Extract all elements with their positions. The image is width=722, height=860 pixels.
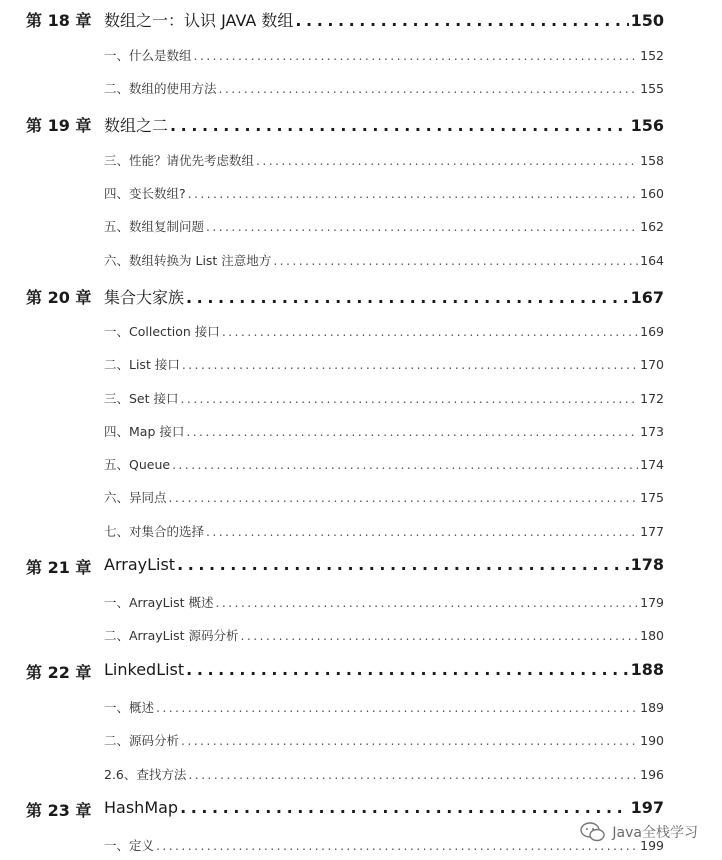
- dot-leader: [222, 324, 638, 339]
- page-number: 158: [640, 153, 664, 168]
- page-number: 196: [640, 767, 664, 782]
- dot-leader: [170, 116, 629, 135]
- section-title: 七、对集合的选择: [104, 524, 205, 539]
- dot-leader: [181, 391, 639, 406]
- page-number: 179: [640, 595, 664, 610]
- dot-leader: [194, 48, 639, 63]
- page-number: 170: [640, 357, 664, 372]
- chapter-title: 集合大家族: [104, 288, 185, 307]
- section-title: 五、数组复制问题: [104, 219, 205, 234]
- page-number: 169: [640, 324, 664, 339]
- chapter-title: 数组之一：认识 JAVA 数组: [104, 11, 294, 30]
- section-title: 一、概述: [104, 700, 155, 715]
- section-title: 2.6、查找方法: [104, 767, 187, 782]
- dot-leader: [169, 490, 639, 505]
- chapter-number: 第 18 章: [26, 11, 92, 30]
- dot-leader: [186, 660, 628, 679]
- chapter-title: ArrayList: [104, 555, 176, 574]
- chapter-number: 第 21 章: [26, 558, 92, 577]
- dot-leader: [156, 700, 638, 715]
- section-title: 二、List 接口: [104, 357, 180, 372]
- chapter-number: 第 23 章: [26, 801, 92, 820]
- page-number: 167: [630, 288, 664, 307]
- dot-leader: [188, 186, 639, 201]
- page-number: 190: [640, 733, 664, 748]
- page-number: 172: [640, 391, 664, 406]
- dot-leader: [172, 457, 638, 472]
- watermark-text: Java全栈学习: [612, 825, 698, 841]
- section-title: 三、性能？请优先考虑数组: [104, 153, 255, 168]
- section-title: 三、Set 接口: [104, 391, 179, 406]
- page-number: 177: [640, 524, 664, 539]
- page-number: 188: [630, 660, 664, 679]
- dot-leader: [188, 767, 638, 782]
- page-number: 156: [630, 116, 664, 135]
- page-number: 180: [640, 628, 664, 643]
- dot-leader: [256, 153, 638, 168]
- page-number: 173: [640, 424, 664, 439]
- page-number: 178: [630, 555, 664, 574]
- chapter-title: 数组之二: [104, 116, 169, 135]
- dot-leader: [219, 81, 639, 96]
- section-title: 二、源码分析: [104, 733, 180, 748]
- dot-leader: [186, 288, 629, 307]
- section-title: 四、Map 接口: [104, 424, 185, 439]
- dot-leader: [177, 555, 629, 574]
- wechat-icon: [580, 822, 606, 842]
- section-title: 一、Collection 接口: [104, 324, 220, 339]
- page-number: 160: [640, 186, 664, 201]
- section-title: 一、定义: [104, 838, 155, 853]
- chapter-number: 第 22 章: [26, 663, 92, 682]
- page-number: 189: [640, 700, 664, 715]
- dot-leader: [180, 798, 629, 817]
- section-title: 四、变长数组?: [104, 186, 186, 201]
- page-number: 150: [630, 11, 664, 30]
- dot-leader: [181, 733, 638, 748]
- dot-leader: [241, 628, 639, 643]
- page-number: 197: [630, 798, 664, 817]
- chapter-title: HashMap: [104, 798, 179, 817]
- dot-leader: [206, 524, 638, 539]
- section-title: 五、Queue: [104, 457, 171, 472]
- page-number: 175: [640, 490, 664, 505]
- section-title: 一、ArrayList 概述: [104, 595, 214, 610]
- section-title: 六、异同点: [104, 490, 167, 505]
- page-number: 155: [640, 81, 664, 96]
- section-title: 二、ArrayList 源码分析: [104, 628, 239, 643]
- dot-leader: [216, 595, 639, 610]
- page-number: 152: [640, 48, 664, 63]
- dot-leader: [156, 838, 638, 853]
- section-title: 六、数组转换为 List 注意地方: [104, 253, 272, 268]
- dot-leader: [182, 357, 638, 372]
- watermark: [580, 822, 698, 842]
- section-title: 一、什么是数组: [104, 48, 192, 63]
- dot-leader: [295, 11, 628, 30]
- page-number: 162: [640, 219, 664, 234]
- chapter-number: 第 19 章: [26, 116, 92, 135]
- section-title: 二、数组的使用方法: [104, 81, 217, 96]
- chapter-number: 第 20 章: [26, 288, 92, 307]
- chapter-title: LinkedList: [104, 660, 185, 679]
- dot-leader: [206, 219, 638, 234]
- page-number: 174: [640, 457, 664, 472]
- dot-leader: [273, 253, 638, 268]
- page-number: 199: [640, 838, 664, 853]
- page-number: 164: [640, 253, 664, 268]
- dot-leader: [186, 424, 638, 439]
